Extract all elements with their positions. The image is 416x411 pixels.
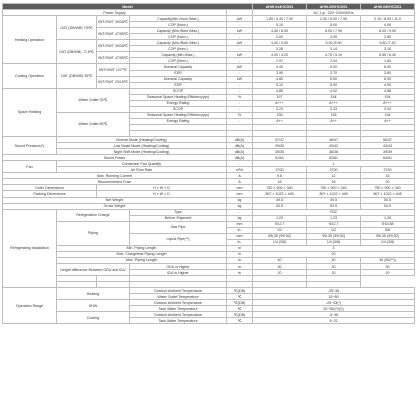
table-cell: 20 [361, 179, 415, 185]
table-cell: Fan [3, 161, 57, 173]
table-cell: A++ [307, 118, 361, 124]
table-cell: 53.5 [253, 203, 307, 209]
table-cell: 5~22 [253, 318, 415, 324]
table-cell: dB(A) [227, 143, 253, 149]
table-cell: Capacity (Min./Nom./Max.) [130, 40, 227, 46]
table-cell: 5.00 [307, 76, 361, 82]
table-cell: 750 × 900 × 340 [307, 185, 361, 191]
table-cell: Outdoor Ambient Temperature [130, 312, 227, 318]
table-cell: 38/38 [307, 149, 361, 155]
table-cell: kW [227, 52, 253, 58]
table-cell: -25~35 [253, 288, 415, 294]
table-cell: m [227, 264, 253, 270]
table-cell: 197 [253, 94, 307, 100]
table-cell: - [227, 161, 253, 167]
table-cell: EER [130, 82, 227, 88]
table-cell: 750 × 900 × 340 [361, 185, 415, 191]
table-cell: 3.26 [253, 46, 307, 52]
table-cell: 6.00 / 7.90 [307, 28, 361, 34]
table-cell: Type [130, 209, 227, 215]
table-cell: - [227, 46, 253, 52]
table-cell: % [227, 112, 253, 118]
table-cell: Capacity (Min./Max.) [130, 52, 227, 58]
table-cell: Max. Running Current [3, 173, 227, 179]
table-cell: Seasonal Space Heating Efficiency(ηs) [130, 112, 227, 118]
table-cell: IWT/OWT 12/7℃ [97, 64, 130, 76]
table-cell: 16 [253, 179, 307, 185]
table-cell: ℃(DB) [227, 312, 253, 318]
table-cell: Φ6.35 (Φ9.52) [361, 233, 415, 239]
table-cell: 4.90 [361, 22, 415, 28]
table-cell: dB(A) [227, 137, 253, 143]
table-cell: 3 [253, 245, 415, 251]
table-cell: A++ [253, 118, 307, 124]
table-cell: 3.60 [361, 70, 415, 76]
table-cell: Normal Mode (Heating/Cooling) [57, 137, 227, 143]
table-cell: in. [227, 239, 253, 245]
table-cell: ℃ [227, 318, 253, 324]
table-cell: 4.40 / 6.00 [253, 28, 307, 34]
table-cell: OAT (DB/WB) -7/-8℃ [57, 40, 97, 64]
table-cell: A [227, 173, 253, 179]
table-cell: 1/4 (3/8) [307, 239, 361, 245]
spec-table [2, 3, 415, 324]
table-cell: in. [227, 227, 253, 233]
table-cell: ℃(DB) [227, 300, 253, 306]
table-cell: 135 [253, 112, 307, 118]
table-cell: mm [227, 185, 253, 191]
table-cell: Water Outlet Temperature [130, 294, 227, 300]
table-cell: 53.5 [307, 203, 361, 209]
table-cell: Cooling Operation [3, 64, 57, 88]
table-cell: kW [227, 16, 253, 22]
table-cell: - [227, 58, 253, 64]
table-cell: 8.00 / 9.00 [361, 28, 415, 34]
table-cell: Cooling [57, 312, 130, 324]
table-cell: 16 [307, 179, 361, 185]
table-cell: - [227, 100, 253, 106]
table-cell: 4.90 [361, 82, 415, 88]
table-cell: 3.90 [253, 70, 307, 76]
table-cell: Sound Pressure(*) [3, 137, 57, 155]
table-cell: 2700 [361, 167, 415, 173]
table-cell: mm [227, 233, 253, 239]
table-cell: 64/61 [361, 155, 415, 161]
table-cell: IDU is Higher [130, 270, 227, 276]
table-cell: 1/4 (3/8) [253, 239, 307, 245]
table-cell: 2.04 [307, 58, 361, 64]
table-cell: 3.14 [307, 46, 361, 52]
table-cell: 4.40 [253, 64, 307, 70]
table-cell: Gross Weight [3, 203, 227, 209]
table-cell: IWT/OWT 47/55℃ [97, 52, 130, 64]
table-cell: 5.80 /7.30 [361, 40, 415, 46]
table-cell: 5.10 [253, 82, 307, 88]
table-cell: Max. Piping Length [57, 257, 227, 263]
table-cell: dB(A) [227, 149, 253, 155]
table-cell: R32 [253, 209, 415, 215]
table-cell: Φ15.88 [361, 221, 415, 227]
table-cell: Nominal Capacity [130, 76, 227, 82]
table-cell: mm [227, 191, 253, 197]
table-cell: 20 [253, 251, 415, 257]
table-cell: 4.80 [253, 76, 307, 82]
table-cell: - [227, 82, 253, 88]
table-cell: 5/8 [361, 227, 415, 233]
table-cell: 4.00 / 4.20 [253, 52, 307, 58]
table-cell: Gas Pipe [130, 221, 227, 233]
table-cell: 6.00 [361, 64, 415, 70]
table-cell: 2700 [253, 167, 307, 173]
table-cell: A+++ [361, 100, 415, 106]
table-cell: - [227, 209, 253, 215]
table-cell: 1/4 (3/8) [361, 239, 415, 245]
table-cell: Recommended Fuse [3, 179, 227, 185]
table-cell: 49.5 [253, 197, 307, 203]
table-cell: Outdoor Ambient Temperature [130, 288, 227, 294]
table-cell: Min. Piping Length [57, 245, 227, 251]
table-cell: 48/47 [307, 137, 361, 143]
table-cell: H × W × D [97, 185, 227, 191]
table-cell: Sound Power [3, 155, 227, 161]
table-cell: 5.00 [307, 22, 361, 28]
table-cell: 3.10 [361, 46, 415, 52]
table-cell: 30 [307, 264, 361, 270]
table-cell: 45 (50(**)) [361, 257, 415, 263]
table-cell: 5.00 [307, 64, 361, 70]
table-cell: H × W × D [97, 191, 227, 197]
table-cell: 1 [253, 161, 415, 167]
header-cell: AHW-060HCDS1 [307, 4, 361, 10]
table-cell: 39/39 [361, 149, 415, 155]
table-cell: - [227, 118, 253, 124]
table-cell: 5.00 [307, 82, 361, 88]
table-cell: Φ6.35 (Φ9.52) [307, 233, 361, 239]
table-cell: 3.70 [307, 70, 361, 76]
table-cell: Net Weight [3, 197, 227, 203]
table-cell: 40 [253, 257, 307, 263]
table-cell: 134 [361, 112, 415, 118]
table-cell: Liquid Pipe(**) [130, 233, 227, 245]
table-cell: 9.8 [253, 173, 307, 179]
table-cell: EER [130, 70, 227, 76]
table-cell: 5.10 [253, 22, 307, 28]
table-cell: 39/39 [253, 143, 307, 149]
table-cell: 135 [307, 112, 361, 118]
table-cell: - [227, 34, 253, 40]
table-cell: 2.00 / 6.00 / 7.90 [307, 16, 361, 22]
table-cell: 3.00 [253, 34, 307, 40]
table-cell: Seasonal Space Heating Efficiency(ηs) [130, 94, 227, 100]
table-cell: m [227, 245, 253, 251]
table-cell: Operation Range [3, 288, 57, 324]
table-cell: Night Shift Mode (Heating/Cooling) [57, 149, 227, 155]
table-cell: AC 1 φ , 220~240V/50Hz [253, 10, 415, 16]
table-cell: kg [227, 215, 253, 221]
table-cell: 54.5 [361, 203, 415, 209]
table-cell: 30 [253, 264, 307, 270]
table-cell: 1/2 [307, 227, 361, 233]
table-cell: Capacity (Min./Nom./Max.) [130, 28, 227, 34]
table-cell: 15 [361, 173, 415, 179]
table-cell: 3.33 [307, 106, 361, 112]
table-cell: A+++ [253, 100, 307, 106]
table-cell: OAT (DB/WB) 7/6℃ [57, 16, 97, 40]
table-cell: Low Noise Mode (Heating/Cooling) [57, 143, 227, 149]
table-cell: m [227, 270, 253, 276]
table-cell: Before Shipment [130, 215, 227, 221]
table-cell: 4.40 / 5.00 [253, 40, 307, 46]
table-cell: Heating Operation [3, 16, 57, 64]
table-cell: 62/61 [307, 155, 361, 161]
table-cell: kW [227, 28, 253, 34]
table-cell: kg [227, 197, 253, 203]
table-cell: Refrigerating Installation [3, 209, 57, 288]
table-cell: 807 × 1022 × 445 [361, 191, 415, 197]
table-cell: 35/35 [253, 149, 307, 155]
table-cell: Φ6.35 (Φ9.52) [253, 233, 307, 239]
table-cell: -25~43(*) [253, 300, 415, 306]
table-cell: - [227, 88, 253, 94]
table-cell: Tank Water Temperature [130, 306, 227, 312]
table-cell: COP (Nom.) [130, 58, 227, 64]
table-cell: 20 [253, 270, 307, 276]
table-cell: SCOP [130, 106, 227, 112]
table-cell: 750 × 900 × 340 [253, 185, 307, 191]
table-cell: Φ12.7 [253, 221, 307, 227]
table-cell: ℃(DB) [227, 288, 253, 294]
table-cell: 43/42 [307, 143, 361, 149]
table-cell: - [227, 106, 253, 112]
table-cell: ODU is Higher [130, 264, 227, 270]
table-cell: Capacity(Min./Nom./Max.) [130, 16, 227, 22]
table-cell: Water Outlet 35℃ [57, 88, 130, 112]
table-cell: ℃ [227, 294, 253, 300]
table-cell: 51/61 [253, 155, 307, 161]
table-cell: Φ12.7 [307, 221, 361, 227]
table-cell: IWT/OWT 30/35℃ [97, 40, 130, 52]
table-cell: m [227, 251, 253, 257]
table-cell: -5~46 [253, 312, 415, 318]
table-cell: 1/2 [253, 227, 307, 233]
table-cell: Water Outlet 55℃ [57, 112, 130, 136]
table-cell: 2.10 / 8.00 / 11.0 [361, 16, 415, 22]
table-cell: kW [227, 64, 253, 70]
table-cell: 1.97 [253, 58, 307, 64]
table-cell: Outer Dimensions [3, 185, 97, 191]
table-cell: ℃ [227, 306, 253, 312]
table-cell: 4.88 [361, 88, 415, 94]
table-cell: 40 [307, 257, 361, 263]
table-cell: COP (Nom.) [130, 34, 227, 40]
table-cell: - [227, 22, 253, 28]
table-cell: 807 × 1022 × 445 [253, 191, 307, 197]
table-cell: DHW [57, 300, 130, 312]
table-cell: 20 [307, 270, 361, 276]
table-cell: 1.23 [253, 215, 307, 221]
table-cell: 3.42 [361, 106, 415, 112]
table-cell: Energy Rating [130, 100, 227, 106]
table-cell: 20 [361, 270, 415, 276]
table-cell: 2.80 [361, 34, 415, 40]
table-cell: m [227, 257, 253, 263]
table-cell: 5.50 / 6.40 [361, 52, 415, 58]
header-cell: Model [3, 4, 253, 10]
table-cell: 3.05 [307, 34, 361, 40]
spec-sheet [2, 3, 414, 324]
table-cell: - [227, 70, 253, 76]
table-cell: IWT/OWT 47/55℃ [97, 28, 130, 40]
table-cell: Energy Rating [130, 118, 227, 124]
table-cell: % [227, 94, 253, 100]
table-cell: A [227, 179, 253, 185]
table-cell: m³/h [227, 167, 253, 173]
table-cell: 3.23 [253, 106, 307, 112]
table-cell: 12 [307, 173, 361, 179]
table-cell: Condenser Fan Quantity [57, 161, 227, 167]
table-cell: 50/47 [361, 137, 415, 143]
table-cell: OAT (DB/WB) 35℃ [57, 64, 97, 88]
table-cell: Nominal Capacity [130, 64, 227, 70]
table-cell: 1.23 [307, 215, 361, 221]
header-cell: AHW-080HCDS1 [361, 4, 415, 10]
table-cell: 6.00 [361, 76, 415, 82]
table-cell: 43/43 [361, 143, 415, 149]
table-cell: 5.30 /5.90 [307, 40, 361, 46]
header-cell: AHW-044HCDS1 [253, 4, 307, 10]
table-cell: Piping [57, 221, 130, 245]
spec-table-body [3, 4, 415, 324]
table-cell: 47/47 [253, 137, 307, 143]
table-cell: Outdoor Ambient Temperature [130, 300, 227, 306]
table-cell: 1.85 / 4.40 / 7.00 [253, 16, 307, 22]
table-cell: 30~55(70(*)) [253, 306, 415, 312]
table-cell: COP (Nom.) [130, 22, 227, 28]
table-cell: A+++ [307, 100, 361, 106]
table-cell: Space Heating [3, 88, 57, 136]
table-cell: Max. Chargeless Piping Length [57, 251, 227, 257]
table-cell: 4.85 [253, 88, 307, 94]
table-cell: COP (Nom.) [130, 46, 227, 52]
table-cell: 30 [361, 264, 415, 270]
table-cell: 1.84 [361, 58, 415, 64]
table-cell: Tank Water Temperature [130, 318, 227, 324]
table-cell: Refrigeration Charge [57, 209, 130, 221]
table-cell: IWT/OWT 30/35℃ [97, 16, 130, 28]
table-cell: Packing Dimensions [3, 191, 97, 197]
table-cell: 194 [307, 94, 361, 100]
table-cell: Power Supply [3, 10, 227, 16]
table-cell: SCOP [130, 88, 227, 94]
table-cell: 4.70 / 5.10 [307, 52, 361, 58]
table-cell: mm [227, 221, 253, 227]
table-cell: 2700 [307, 167, 361, 173]
table-cell: 194 [361, 94, 415, 100]
table-cell: 49.5 [307, 197, 361, 203]
table-cell: Air Flow Rate [57, 167, 227, 173]
table-cell: Height difference Between ODU and IDU [57, 264, 130, 276]
table-cell: 4.92 [307, 88, 361, 94]
table-cell: 807 × 1022 × 445 [307, 191, 361, 197]
table-cell: A++ [361, 118, 415, 124]
table-cell: kg [227, 203, 253, 209]
table-cell: kW [227, 40, 253, 46]
table-cell: Heating [57, 288, 130, 300]
table-cell: 1.26 [361, 215, 415, 221]
table-cell: 15~60 [253, 294, 415, 300]
table-cell: kW [227, 76, 253, 82]
table-cell: 50.5 [361, 197, 415, 203]
table-cell: IWT/OWT 23/18℃ [97, 76, 130, 88]
table-cell: dB(A) [227, 155, 253, 161]
